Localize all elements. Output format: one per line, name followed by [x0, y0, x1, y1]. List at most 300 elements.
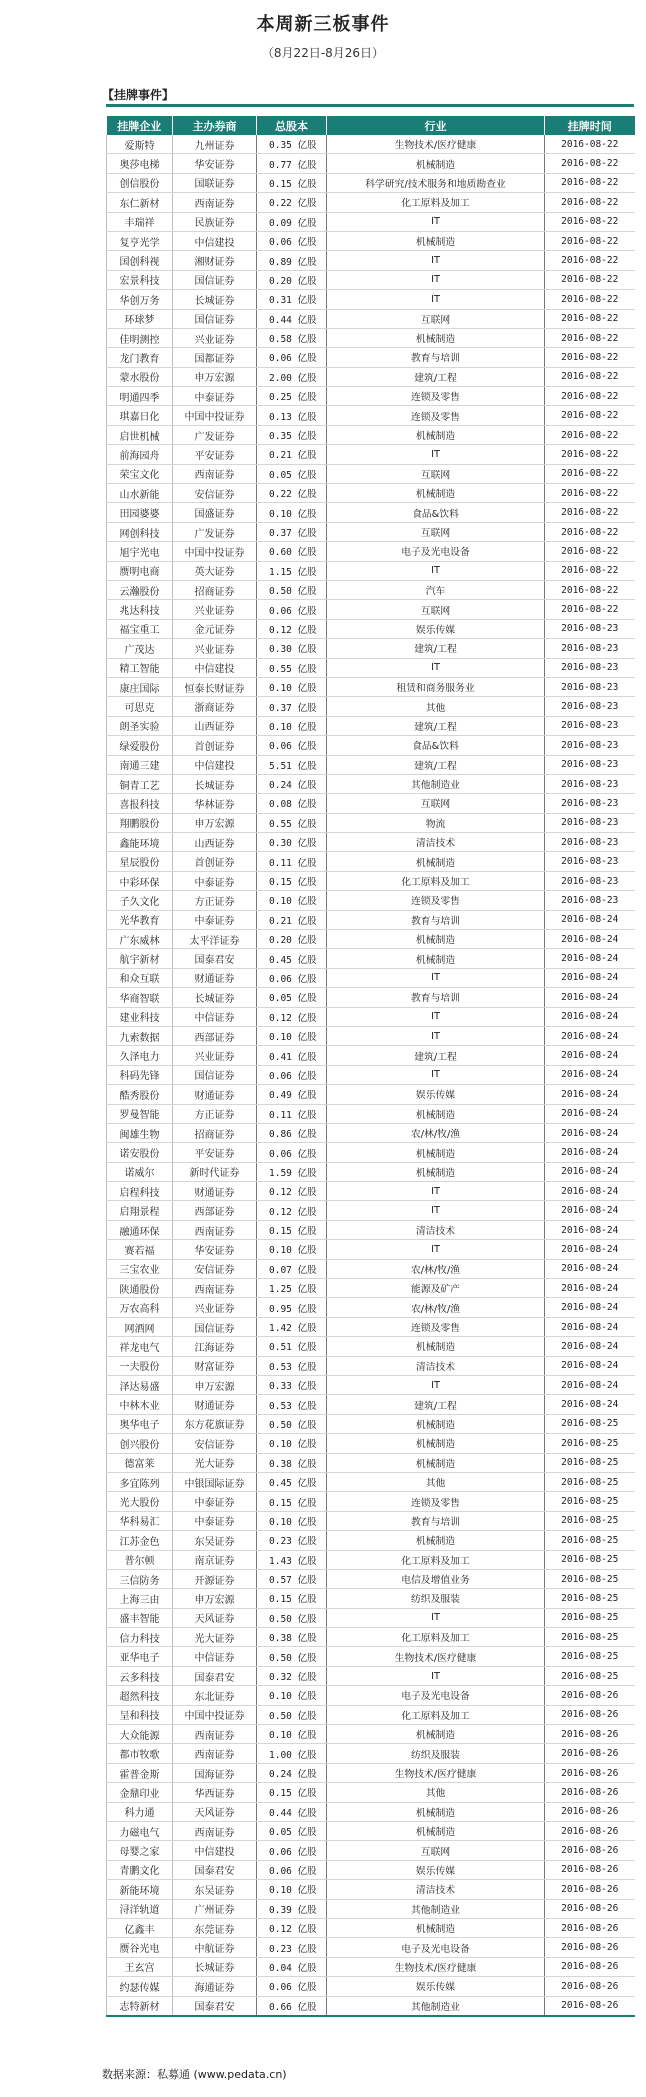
cell-industry: 互联网	[327, 464, 545, 483]
cell-company: 超然科技	[107, 1686, 173, 1705]
cell-company: 力磁电气	[107, 1821, 173, 1840]
cell-company: 浔洋轨道	[107, 1899, 173, 1918]
cell-broker: 中信证券	[173, 1007, 257, 1026]
cell-broker: 兴业证券	[173, 1298, 257, 1317]
cell-company: 网创科技	[107, 522, 173, 541]
table-row	[107, 290, 635, 309]
table-row	[107, 1085, 635, 1104]
cell-company: 喜报科技	[107, 794, 173, 813]
cell-industry: 农/林/牧/渔	[327, 1259, 545, 1278]
table-row	[107, 736, 635, 755]
cell-broker: 浙商证券	[173, 697, 257, 716]
table-row	[107, 1686, 635, 1705]
cell-industry: 机械制造	[327, 1434, 545, 1453]
cell-company: 赛若福	[107, 1240, 173, 1259]
cell-shares: 0.06 亿股	[257, 1065, 327, 1084]
cell-date: 2016-08-24	[545, 1143, 635, 1162]
table-row	[107, 891, 635, 910]
cell-shares: 0.57 亿股	[257, 1569, 327, 1588]
cell-industry: 教育与培训	[327, 988, 545, 1007]
cell-date: 2016-08-22	[545, 231, 635, 250]
cell-broker: 东北证券	[173, 1686, 257, 1705]
cell-broker: 英大证券	[173, 561, 257, 580]
cell-company: 前海园舟	[107, 445, 173, 464]
table-row	[107, 1802, 635, 1821]
cell-date: 2016-08-25	[545, 1453, 635, 1472]
cell-industry: 机械制造	[327, 154, 545, 173]
cell-date: 2016-08-24	[545, 1007, 635, 1026]
cell-broker: 申万宏源	[173, 813, 257, 832]
cell-date: 2016-08-24	[545, 1337, 635, 1356]
cell-shares: 0.38 亿股	[257, 1453, 327, 1472]
cell-company: 赝明电商	[107, 561, 173, 580]
cell-company: 爱斯特	[107, 135, 173, 154]
cell-industry: 机械制造	[327, 231, 545, 250]
cell-company: 环球梦	[107, 309, 173, 328]
cell-date: 2016-08-22	[545, 522, 635, 541]
cell-broker: 中信证券	[173, 1647, 257, 1666]
cell-company: 网酒网	[107, 1317, 173, 1336]
cell-broker: 华西证券	[173, 1783, 257, 1802]
cell-industry: IT	[327, 1182, 545, 1201]
cell-broker: 西部证券	[173, 1026, 257, 1045]
cell-shares: 0.22 亿股	[257, 484, 327, 503]
cell-date: 2016-08-26	[545, 1705, 635, 1724]
cell-shares: 0.30 亿股	[257, 833, 327, 852]
cell-industry: 机械制造	[327, 852, 545, 871]
cell-broker: 西南证券	[173, 1725, 257, 1744]
cell-date: 2016-08-22	[545, 173, 635, 192]
cell-company: 三宝农业	[107, 1259, 173, 1278]
cell-shares: 0.10 亿股	[257, 503, 327, 522]
cell-shares: 0.12 亿股	[257, 1201, 327, 1220]
cell-industry: 清洁技术	[327, 833, 545, 852]
cell-date: 2016-08-26	[545, 1841, 635, 1860]
cell-date: 2016-08-22	[545, 328, 635, 347]
cell-shares: 0.15 亿股	[257, 871, 327, 890]
cell-date: 2016-08-22	[545, 212, 635, 231]
cell-shares: 0.50 亿股	[257, 1414, 327, 1433]
cell-broker: 西南证券	[173, 464, 257, 483]
cell-date: 2016-08-24	[545, 1317, 635, 1336]
cell-company: 霍普金斯	[107, 1763, 173, 1782]
cell-company: 广东威林	[107, 930, 173, 949]
cell-date: 2016-08-25	[545, 1550, 635, 1569]
cell-industry: 连锁及零售	[327, 387, 545, 406]
cell-industry: 教育与培训	[327, 1511, 545, 1530]
cell-company: 万农高科	[107, 1298, 173, 1317]
table-row	[107, 387, 635, 406]
cell-industry: 机械制造	[327, 425, 545, 444]
table-row	[107, 561, 635, 580]
cell-broker: 中泰证券	[173, 910, 257, 929]
cell-date: 2016-08-22	[545, 406, 635, 425]
cell-broker: 国泰君安	[173, 1666, 257, 1685]
cell-shares: 0.24 亿股	[257, 1763, 327, 1782]
table-row	[107, 1492, 635, 1511]
cell-broker: 广发证券	[173, 522, 257, 541]
table-row	[107, 1104, 635, 1123]
cell-company: 南通三建	[107, 755, 173, 774]
cell-broker: 华安证券	[173, 1240, 257, 1259]
cell-shares: 0.10 亿股	[257, 1686, 327, 1705]
cell-date: 2016-08-24	[545, 1182, 635, 1201]
cell-broker: 长城证券	[173, 290, 257, 309]
cell-company: 奥华电子	[107, 1414, 173, 1433]
cell-company: 都市牧歌	[107, 1744, 173, 1763]
cell-date: 2016-08-22	[545, 135, 635, 154]
cell-shares: 0.86 亿股	[257, 1123, 327, 1142]
cell-shares: 0.06 亿股	[257, 600, 327, 619]
cell-industry: 农/林/牧/渔	[327, 1123, 545, 1142]
cell-company: 亿鑫丰	[107, 1918, 173, 1937]
cell-industry: 食品&饮料	[327, 736, 545, 755]
cell-shares: 0.32 亿股	[257, 1666, 327, 1685]
cell-date: 2016-08-25	[545, 1472, 635, 1491]
cell-date: 2016-08-26	[545, 1821, 635, 1840]
cell-company: 子久文化	[107, 891, 173, 910]
cell-broker: 九州证券	[173, 135, 257, 154]
cell-industry: 娱乐传媒	[327, 619, 545, 638]
cell-date: 2016-08-22	[545, 193, 635, 212]
cell-broker: 西南证券	[173, 193, 257, 212]
cell-shares: 0.06 亿股	[257, 1143, 327, 1162]
cell-date: 2016-08-22	[545, 425, 635, 444]
cell-date: 2016-08-24	[545, 1376, 635, 1395]
table-row	[107, 348, 635, 367]
column-header-date: 挂牌时间	[545, 116, 635, 135]
cell-shares: 0.44 亿股	[257, 1802, 327, 1821]
cell-company: 复亨光学	[107, 231, 173, 250]
cell-shares: 0.22 亿股	[257, 193, 327, 212]
table-row	[107, 949, 635, 968]
cell-industry: 其他制造业	[327, 774, 545, 793]
cell-broker: 中信建投	[173, 231, 257, 250]
cell-company: 上海三由	[107, 1589, 173, 1608]
cell-broker: 中国中投证券	[173, 542, 257, 561]
cell-date: 2016-08-22	[545, 367, 635, 386]
cell-industry: 建筑/工程	[327, 1395, 545, 1414]
table-row	[107, 1744, 635, 1763]
cell-broker: 中国中投证券	[173, 406, 257, 425]
table-row	[107, 1666, 635, 1685]
cell-company: 朗圣实验	[107, 716, 173, 735]
cell-date: 2016-08-24	[545, 1026, 635, 1045]
cell-industry: 互联网	[327, 794, 545, 813]
cell-date: 2016-08-22	[545, 309, 635, 328]
cell-company: 启翔景程	[107, 1201, 173, 1220]
table-row	[107, 1589, 635, 1608]
table-row	[107, 1414, 635, 1433]
cell-company: 建业科技	[107, 1007, 173, 1026]
cell-broker: 华林证券	[173, 794, 257, 813]
cell-date: 2016-08-26	[545, 1957, 635, 1976]
cell-shares: 0.77 亿股	[257, 154, 327, 173]
cell-industry: 其他	[327, 1783, 545, 1802]
cell-company: 丰瑞祥	[107, 212, 173, 231]
table-row	[107, 135, 635, 154]
cell-company: 铜青工艺	[107, 774, 173, 793]
column-header-broker: 主办券商	[173, 116, 257, 135]
cell-industry: 建筑/工程	[327, 716, 545, 735]
cell-date: 2016-08-23	[545, 755, 635, 774]
cell-company: 广茂达	[107, 639, 173, 658]
cell-shares: 0.50 亿股	[257, 1647, 327, 1666]
cell-shares: 0.06 亿股	[257, 736, 327, 755]
cell-date: 2016-08-24	[545, 1298, 635, 1317]
cell-shares: 1.15 亿股	[257, 561, 327, 580]
cell-broker: 平安证券	[173, 1143, 257, 1162]
table-row	[107, 658, 635, 677]
cell-broker: 财富证券	[173, 1356, 257, 1375]
cell-industry: 机械制造	[327, 1802, 545, 1821]
table-row	[107, 328, 635, 347]
cell-date: 2016-08-23	[545, 619, 635, 638]
cell-company: 星辰股份	[107, 852, 173, 871]
cell-broker: 国信证券	[173, 1065, 257, 1084]
cell-shares: 0.95 亿股	[257, 1298, 327, 1317]
cell-date: 2016-08-24	[545, 968, 635, 987]
cell-company: 亚华电子	[107, 1647, 173, 1666]
cell-company: 康庄国际	[107, 677, 173, 696]
cell-company: 鑫能环境	[107, 833, 173, 852]
cell-industry: 生物技术/医疗健康	[327, 1647, 545, 1666]
cell-date: 2016-08-26	[545, 1860, 635, 1879]
cell-broker: 山西证券	[173, 833, 257, 852]
cell-shares: 0.15 亿股	[257, 1492, 327, 1511]
cell-shares: 0.50 亿股	[257, 1608, 327, 1627]
cell-date: 2016-08-26	[545, 1744, 635, 1763]
cell-date: 2016-08-25	[545, 1511, 635, 1530]
cell-industry: 机械制造	[327, 1821, 545, 1840]
table-row	[107, 600, 635, 619]
listing-table	[106, 116, 635, 2017]
table-row	[107, 406, 635, 425]
table-row	[107, 173, 635, 192]
cell-shares: 0.39 亿股	[257, 1899, 327, 1918]
table-row	[107, 231, 635, 250]
cell-company: 航宇新材	[107, 949, 173, 968]
cell-shares: 0.60 亿股	[257, 542, 327, 561]
cell-industry: IT	[327, 212, 545, 231]
cell-shares: 0.45 亿股	[257, 949, 327, 968]
cell-broker: 民族证券	[173, 212, 257, 231]
cell-date: 2016-08-25	[545, 1666, 635, 1685]
table-row	[107, 988, 635, 1007]
cell-shares: 0.20 亿股	[257, 930, 327, 949]
table-row	[107, 1182, 635, 1201]
cell-broker: 安信证券	[173, 1259, 257, 1278]
cell-date: 2016-08-26	[545, 1996, 635, 2016]
cell-industry: IT	[327, 270, 545, 289]
cell-broker: 东吴证券	[173, 1880, 257, 1899]
table-row	[107, 794, 635, 813]
cell-company: 华创万务	[107, 290, 173, 309]
cell-company: 赝谷光电	[107, 1938, 173, 1957]
cell-date: 2016-08-26	[545, 1899, 635, 1918]
cell-company: 和众互联	[107, 968, 173, 987]
cell-industry: 机械制造	[327, 949, 545, 968]
cell-date: 2016-08-22	[545, 270, 635, 289]
cell-broker: 长城证券	[173, 1957, 257, 1976]
table-row	[107, 639, 635, 658]
cell-company: 华科易汇	[107, 1511, 173, 1530]
column-header-industry: 行业	[327, 116, 545, 135]
cell-broker: 开源证券	[173, 1569, 257, 1588]
cell-date: 2016-08-24	[545, 1123, 635, 1142]
cell-industry: 娱乐传媒	[327, 1085, 545, 1104]
page-title: 本周新三板事件	[256, 14, 390, 35]
cell-broker: 金元证券	[173, 619, 257, 638]
table-row	[107, 1279, 635, 1298]
cell-shares: 1.25 亿股	[257, 1279, 327, 1298]
table-row	[107, 1860, 635, 1879]
cell-industry: 化工原料及加工	[327, 1550, 545, 1569]
cell-shares: 0.15 亿股	[257, 1783, 327, 1802]
cell-date: 2016-08-24	[545, 1065, 635, 1084]
cell-shares: 0.08 亿股	[257, 794, 327, 813]
table-row	[107, 1317, 635, 1336]
cell-date: 2016-08-22	[545, 484, 635, 503]
cell-industry: 其他制造业	[327, 1899, 545, 1918]
table-row	[107, 1531, 635, 1550]
cell-shares: 0.11 亿股	[257, 852, 327, 871]
table-row	[107, 1996, 635, 2016]
cell-broker: 平安证券	[173, 445, 257, 464]
cell-industry: 清洁技术	[327, 1220, 545, 1239]
cell-shares: 0.15 亿股	[257, 173, 327, 192]
cell-industry: 租赁和商务服务业	[327, 677, 545, 696]
cell-industry: 清洁技术	[327, 1880, 545, 1899]
cell-industry: 机械制造	[327, 1414, 545, 1433]
cell-company: 华商智联	[107, 988, 173, 1007]
cell-shares: 0.10 亿股	[257, 1434, 327, 1453]
table-body	[107, 135, 635, 2016]
cell-shares: 0.37 亿股	[257, 522, 327, 541]
cell-shares: 0.21 亿股	[257, 910, 327, 929]
cell-industry: 清洁技术	[327, 1356, 545, 1375]
cell-broker: 招商证券	[173, 1123, 257, 1142]
cell-shares: 0.44 亿股	[257, 309, 327, 328]
cell-industry: 食品&饮料	[327, 503, 545, 522]
cell-company: 融通环保	[107, 1220, 173, 1239]
table-row	[107, 1938, 635, 1957]
table-row	[107, 852, 635, 871]
table-row	[107, 542, 635, 561]
cell-shares: 0.23 亿股	[257, 1938, 327, 1957]
cell-shares: 0.38 亿股	[257, 1628, 327, 1647]
cell-shares: 0.33 亿股	[257, 1376, 327, 1395]
cell-broker: 国盛证券	[173, 503, 257, 522]
cell-shares: 1.43 亿股	[257, 1550, 327, 1569]
cell-company: 龙门教育	[107, 348, 173, 367]
cell-shares: 0.12 亿股	[257, 1918, 327, 1937]
cell-broker: 中信建投	[173, 1841, 257, 1860]
cell-date: 2016-08-24	[545, 1085, 635, 1104]
cell-shares: 0.06 亿股	[257, 968, 327, 987]
cell-shares: 0.49 亿股	[257, 1085, 327, 1104]
cell-company: 琪嘉日化	[107, 406, 173, 425]
cell-shares: 0.31 亿股	[257, 290, 327, 309]
cell-company: 祥龙电气	[107, 1337, 173, 1356]
table-row	[107, 212, 635, 231]
cell-broker: 安信证券	[173, 484, 257, 503]
cell-broker: 长城证券	[173, 774, 257, 793]
cell-company: 呈和科技	[107, 1705, 173, 1724]
cell-shares: 0.10 亿股	[257, 1026, 327, 1045]
cell-industry: 互联网	[327, 1841, 545, 1860]
cell-industry: 机械制造	[327, 1725, 545, 1744]
cell-industry: 建筑/工程	[327, 755, 545, 774]
cell-company: 奥莎电梯	[107, 154, 173, 173]
cell-company: 德富莱	[107, 1453, 173, 1472]
cell-industry: 机械制造	[327, 1162, 545, 1181]
cell-industry: 纺织及服装	[327, 1589, 545, 1608]
cell-shares: 0.06 亿股	[257, 1841, 327, 1860]
cell-shares: 0.13 亿股	[257, 406, 327, 425]
cell-industry: 连锁及零售	[327, 406, 545, 425]
cell-broker: 安信证券	[173, 1434, 257, 1453]
cell-industry: 农/林/牧/渔	[327, 1298, 545, 1317]
cell-shares: 0.51 亿股	[257, 1337, 327, 1356]
cell-industry: 建筑/工程	[327, 1046, 545, 1065]
cell-date: 2016-08-26	[545, 1880, 635, 1899]
cell-broker: 光大证券	[173, 1628, 257, 1647]
cell-shares: 0.50 亿股	[257, 1705, 327, 1724]
cell-date: 2016-08-22	[545, 561, 635, 580]
cell-broker: 国泰君安	[173, 1860, 257, 1879]
cell-broker: 天风证券	[173, 1608, 257, 1627]
table-row	[107, 1434, 635, 1453]
table-row	[107, 464, 635, 483]
cell-shares: 0.10 亿股	[257, 1880, 327, 1899]
table-row	[107, 930, 635, 949]
cell-shares: 0.06 亿股	[257, 348, 327, 367]
cell-industry: IT	[327, 1201, 545, 1220]
cell-broker: 东方花旗证券	[173, 1414, 257, 1433]
cell-shares: 0.06 亿股	[257, 1860, 327, 1879]
table-row	[107, 1376, 635, 1395]
table-row	[107, 1550, 635, 1569]
cell-shares: 0.21 亿股	[257, 445, 327, 464]
cell-industry: 电子及光电设备	[327, 1938, 545, 1957]
cell-industry: 机械制造	[327, 484, 545, 503]
cell-date: 2016-08-23	[545, 716, 635, 735]
cell-date: 2016-08-24	[545, 910, 635, 929]
cell-broker: 恒泰长财证券	[173, 677, 257, 696]
table-row	[107, 193, 635, 212]
cell-date: 2016-08-23	[545, 658, 635, 677]
cell-shares: 0.20 亿股	[257, 270, 327, 289]
section-divider	[106, 104, 634, 107]
cell-industry: 化工原料及加工	[327, 1705, 545, 1724]
cell-shares: 1.42 亿股	[257, 1317, 327, 1336]
cell-broker: 海通证券	[173, 1977, 257, 1996]
cell-shares: 0.37 亿股	[257, 697, 327, 716]
cell-industry: 机械制造	[327, 1143, 545, 1162]
cell-date: 2016-08-25	[545, 1569, 635, 1588]
cell-shares: 0.07 亿股	[257, 1259, 327, 1278]
cell-date: 2016-08-22	[545, 542, 635, 561]
table-row	[107, 716, 635, 735]
cell-broker: 财通证券	[173, 1085, 257, 1104]
cell-company: 中彩环保	[107, 871, 173, 890]
cell-broker: 国信证券	[173, 309, 257, 328]
cell-date: 2016-08-24	[545, 1220, 635, 1239]
cell-industry: IT	[327, 1007, 545, 1026]
cell-date: 2016-08-23	[545, 697, 635, 716]
cell-date: 2016-08-24	[545, 1259, 635, 1278]
